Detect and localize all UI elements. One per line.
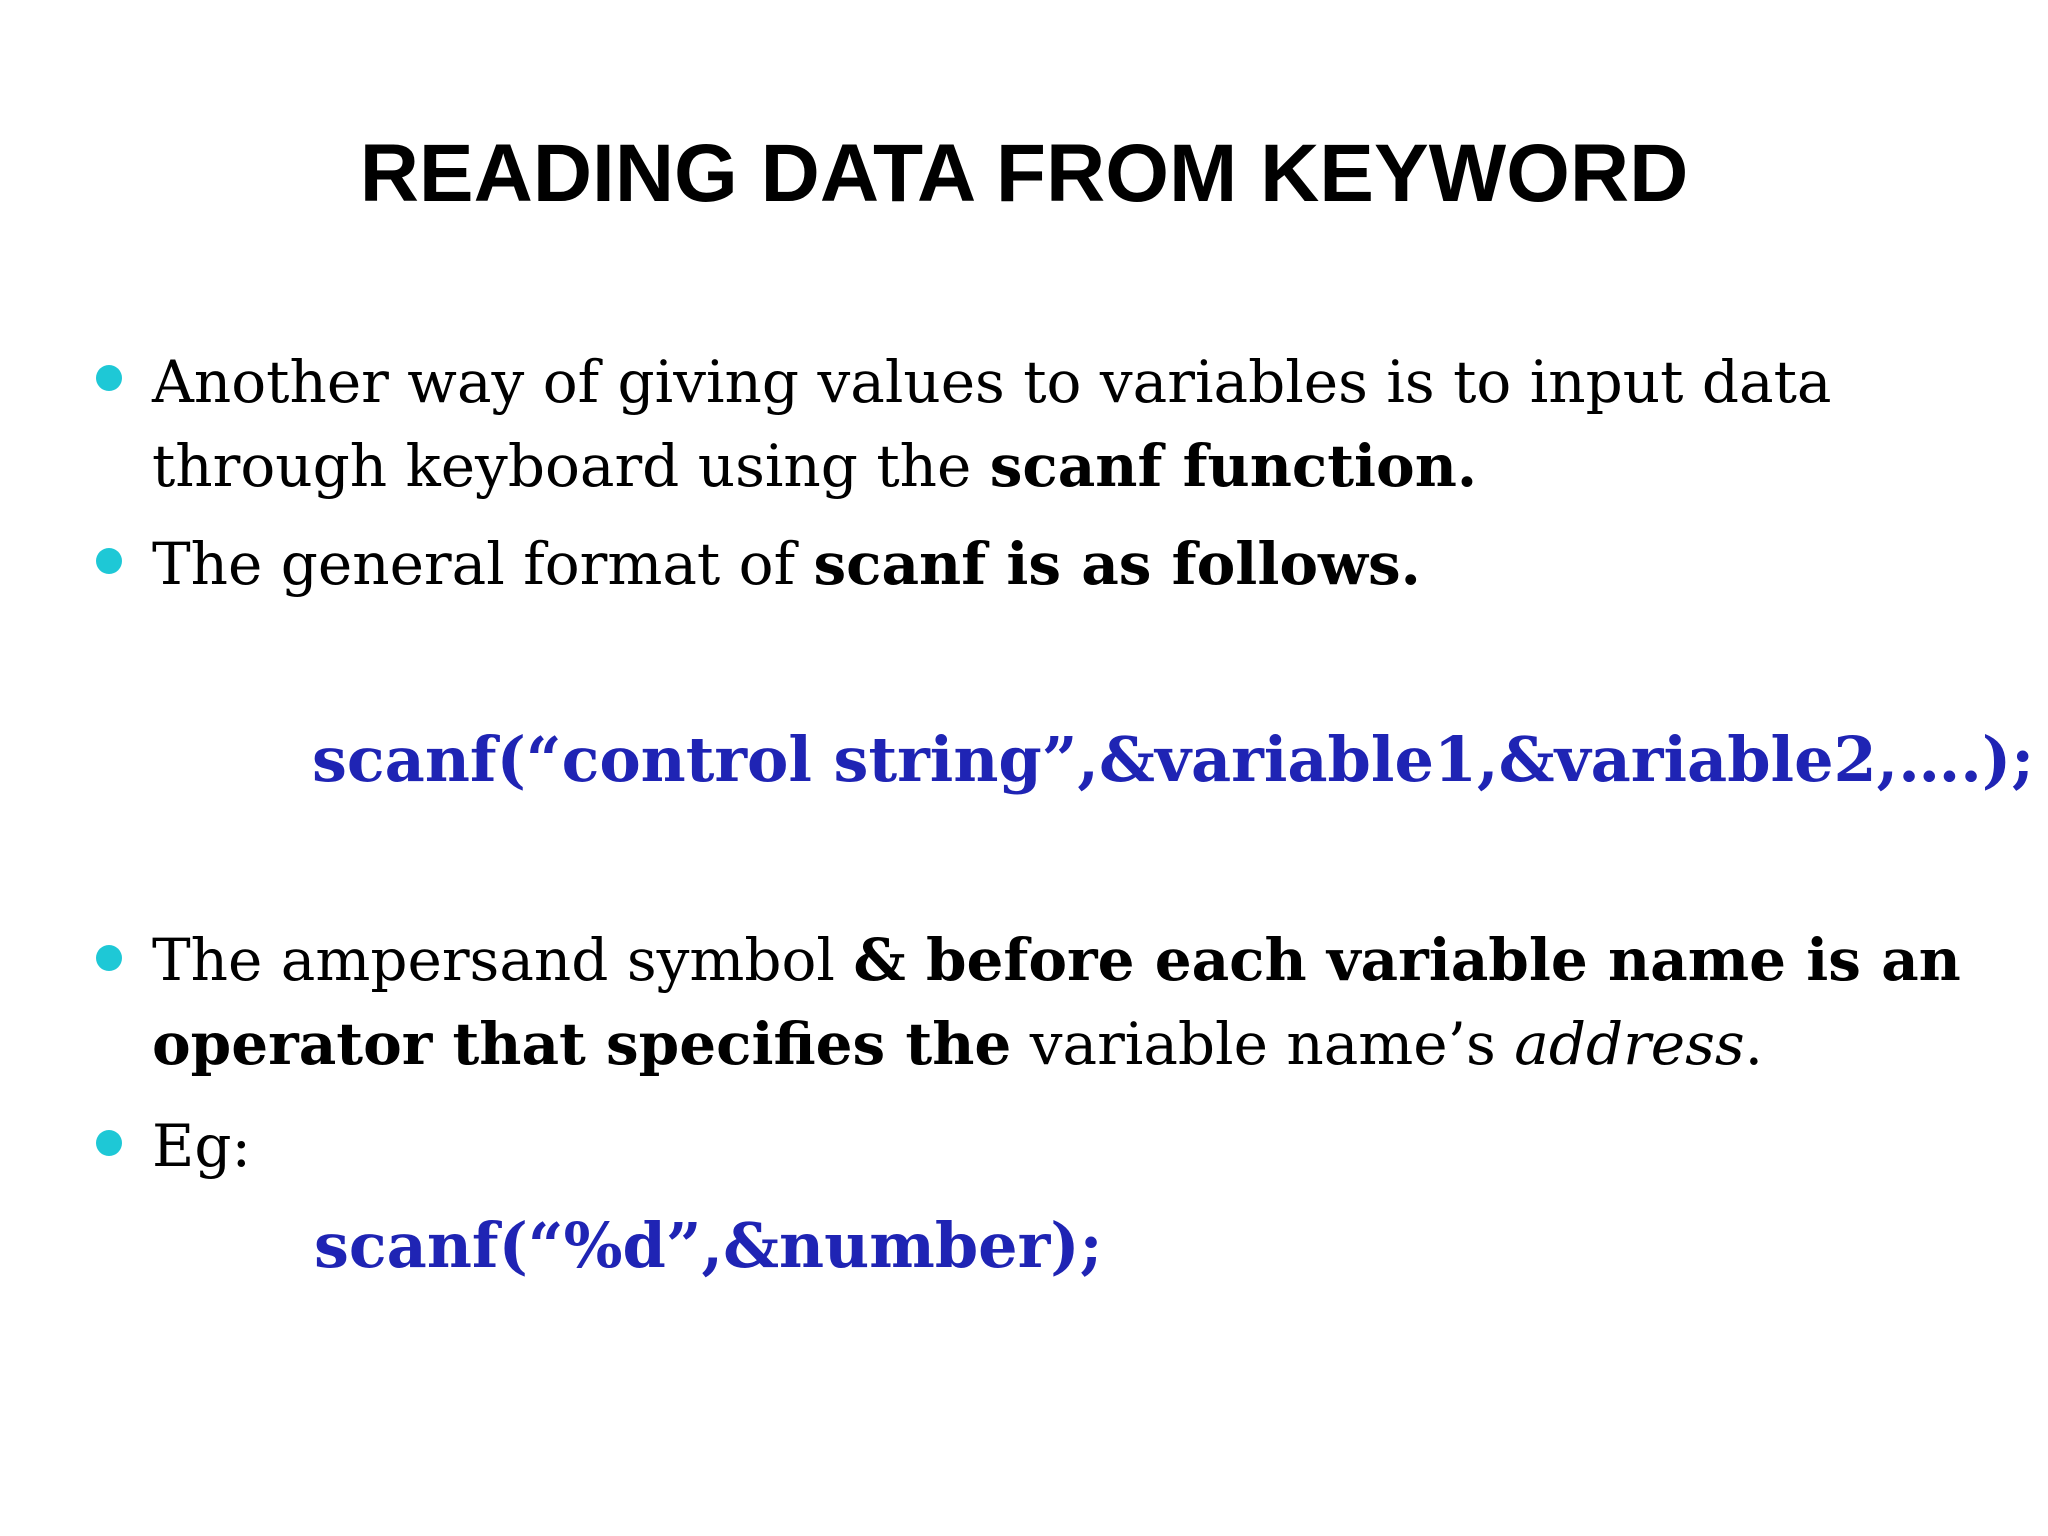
- bullet-text: variable name’s: [1011, 1010, 1515, 1078]
- bullet-dot-icon: [96, 945, 122, 971]
- bullet-text: Another way of giving values to variables is to input data through keyboard using the: [152, 348, 1832, 500]
- bullet-item-general-format: [152, 522, 1982, 606]
- bullet-bold-text: & before each variable name is an operator that specifies the: [152, 926, 1961, 1078]
- bullet-item-scanf-intro: [152, 340, 1982, 508]
- bullet-text: The ampersand symbol: [152, 926, 854, 994]
- bullet-bold-text: scanf function.: [989, 432, 1478, 500]
- bullet-dot-icon: [96, 1130, 122, 1156]
- code-example: scanf(“%d”,&number);: [314, 1209, 1103, 1282]
- bullet-item-ampersand: [152, 918, 1982, 1086]
- bullet-item-example: [152, 1104, 1982, 1188]
- code-general-format: scanf(“control string”,&variable1,&variable2,….);: [312, 723, 2035, 796]
- bullet-text: .: [1744, 1010, 1764, 1078]
- bullet-text: Eg:: [152, 1112, 252, 1180]
- bullet-text: The general format of: [152, 530, 814, 598]
- slide-title: READING DATA FROM KEYWORD: [359, 128, 1689, 219]
- bullet-dot-icon: [96, 548, 122, 574]
- bullet-dot-icon: [96, 365, 122, 391]
- bullet-italic-text: address: [1514, 1010, 1745, 1078]
- bullet-bold-text: scanf is as follows.: [813, 530, 1421, 598]
